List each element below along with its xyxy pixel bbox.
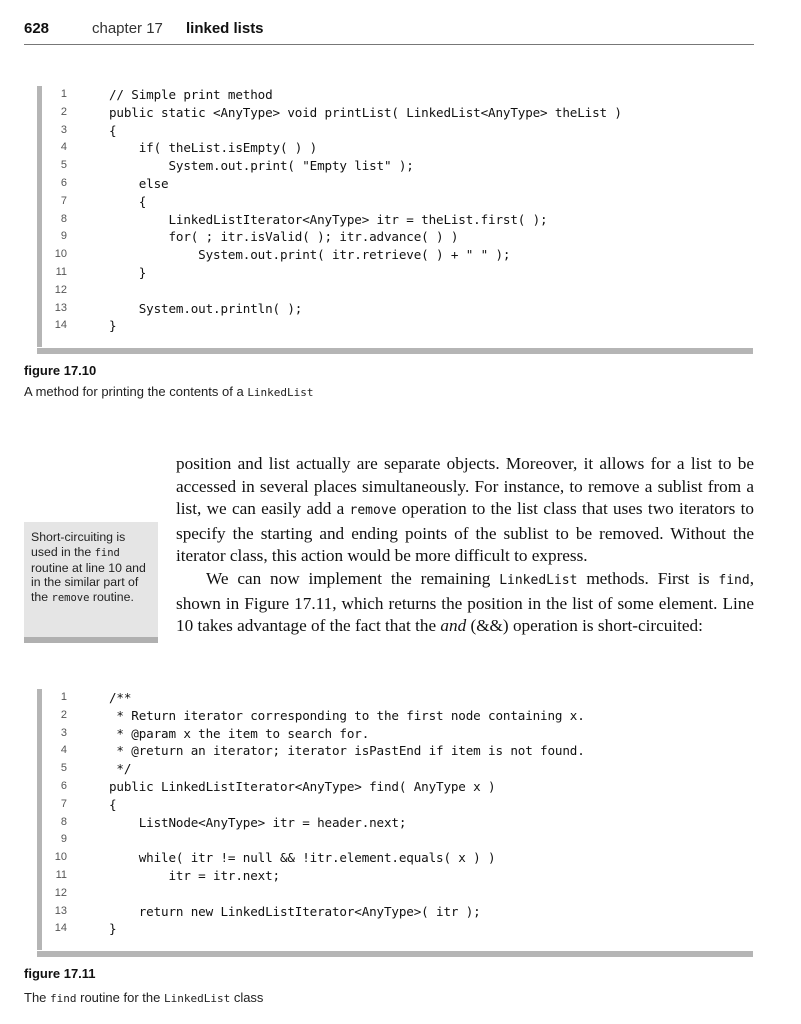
paragraph: position and list actually are separate objects. Moreover, it allows for a list to be accessed in several places simultaneously. For instance, to remove a sublist from a list, we can easily add a remove operation to the list class that uses two iterators to specify the starting and ending points of the sublist to be removed. Without the iterator class, this action would be more difficult to express. xyxy=(176,454,754,566)
paragraph: We can now implement the remaining LinkedList methods. First is find, shown in Figure 17.11, which returns the position in the list of some element. Line 10 takes advantage of the fact that the and (&&) operation is short-circuited: xyxy=(176,568,754,636)
code-line: 5 */ xyxy=(60,761,132,777)
code-line: 2 * Return iterator corresponding to the first node containing x. xyxy=(60,707,585,723)
code-line: 11 } xyxy=(55,265,147,280)
margin-note: Short-circuiting is used in the find routine at line 10 and in the similar part of the remove routine. xyxy=(24,522,158,637)
figure-title: figure 17.11 xyxy=(24,966,96,981)
code-line: 9 xyxy=(60,833,67,846)
code-line: 13 System.out.println( ); xyxy=(54,300,303,316)
chapter-label: chapter 17 xyxy=(92,20,163,37)
code-line: 3 { xyxy=(60,122,117,138)
code-line: 11 itr = itr.next; xyxy=(55,868,280,883)
code-line: 6 public LinkedListIterator<AnyType> find( AnyType x ) xyxy=(60,779,496,794)
code-line: 13 return new LinkedListIterator<AnyType>( itr ); xyxy=(54,903,481,919)
code-line: 4 * @return an iterator; iterator isPastEnd if item is not found. xyxy=(60,743,585,759)
code-line: 5 System.out.print( "Empty list" ); xyxy=(60,158,414,174)
code-line: 12 xyxy=(54,283,67,296)
figure-title: figure 17.10 xyxy=(24,363,97,378)
code-listing-print-list xyxy=(37,86,753,354)
code-bottom-bar xyxy=(37,951,753,957)
code-line: 4 if( theList.isEmpty( ) ) xyxy=(60,140,318,156)
code-bottom-bar xyxy=(37,348,753,354)
code-line: 14 } xyxy=(54,921,117,937)
code-listing-find xyxy=(37,689,753,957)
figure-caption: The find routine for the LinkedList class xyxy=(24,990,264,1005)
code-line: 2 public static <AnyType> void printList( LinkedList<AnyType> theList ) xyxy=(60,104,622,120)
code-line: 9 for( ; itr.isValid( ); itr.advance( ) ) xyxy=(60,229,459,245)
code-line: 8 LinkedListIterator<AnyType> itr = theList.first( ); xyxy=(60,211,548,227)
code-line: 1 // Simple print method xyxy=(60,87,273,102)
margin-note-bar xyxy=(24,637,158,643)
code-line: 12 xyxy=(54,886,67,899)
code-line: 8 ListNode<AnyType> itr = header.next; xyxy=(60,814,407,830)
header-rule xyxy=(24,44,754,45)
code-line: 7 { xyxy=(60,796,117,812)
code-line: 10 System.out.print( itr.retrieve( ) + " " ); xyxy=(54,247,511,263)
code-line: 6 else xyxy=(60,176,169,191)
code-line: 10 while( itr != null && !itr.element.equals( x ) ) xyxy=(54,850,496,866)
chapter-title: linked lists xyxy=(186,20,264,37)
code-line: 7 { xyxy=(60,193,147,209)
code-line: 14 } xyxy=(54,318,117,334)
body-text xyxy=(176,453,754,638)
code-line: 3 * @param x the item to search for. xyxy=(60,725,370,741)
page-number: 628 xyxy=(24,20,50,37)
code-line: 1 /** xyxy=(60,690,132,705)
figure-caption: A method for printing the contents of a LinkedList xyxy=(24,384,314,399)
